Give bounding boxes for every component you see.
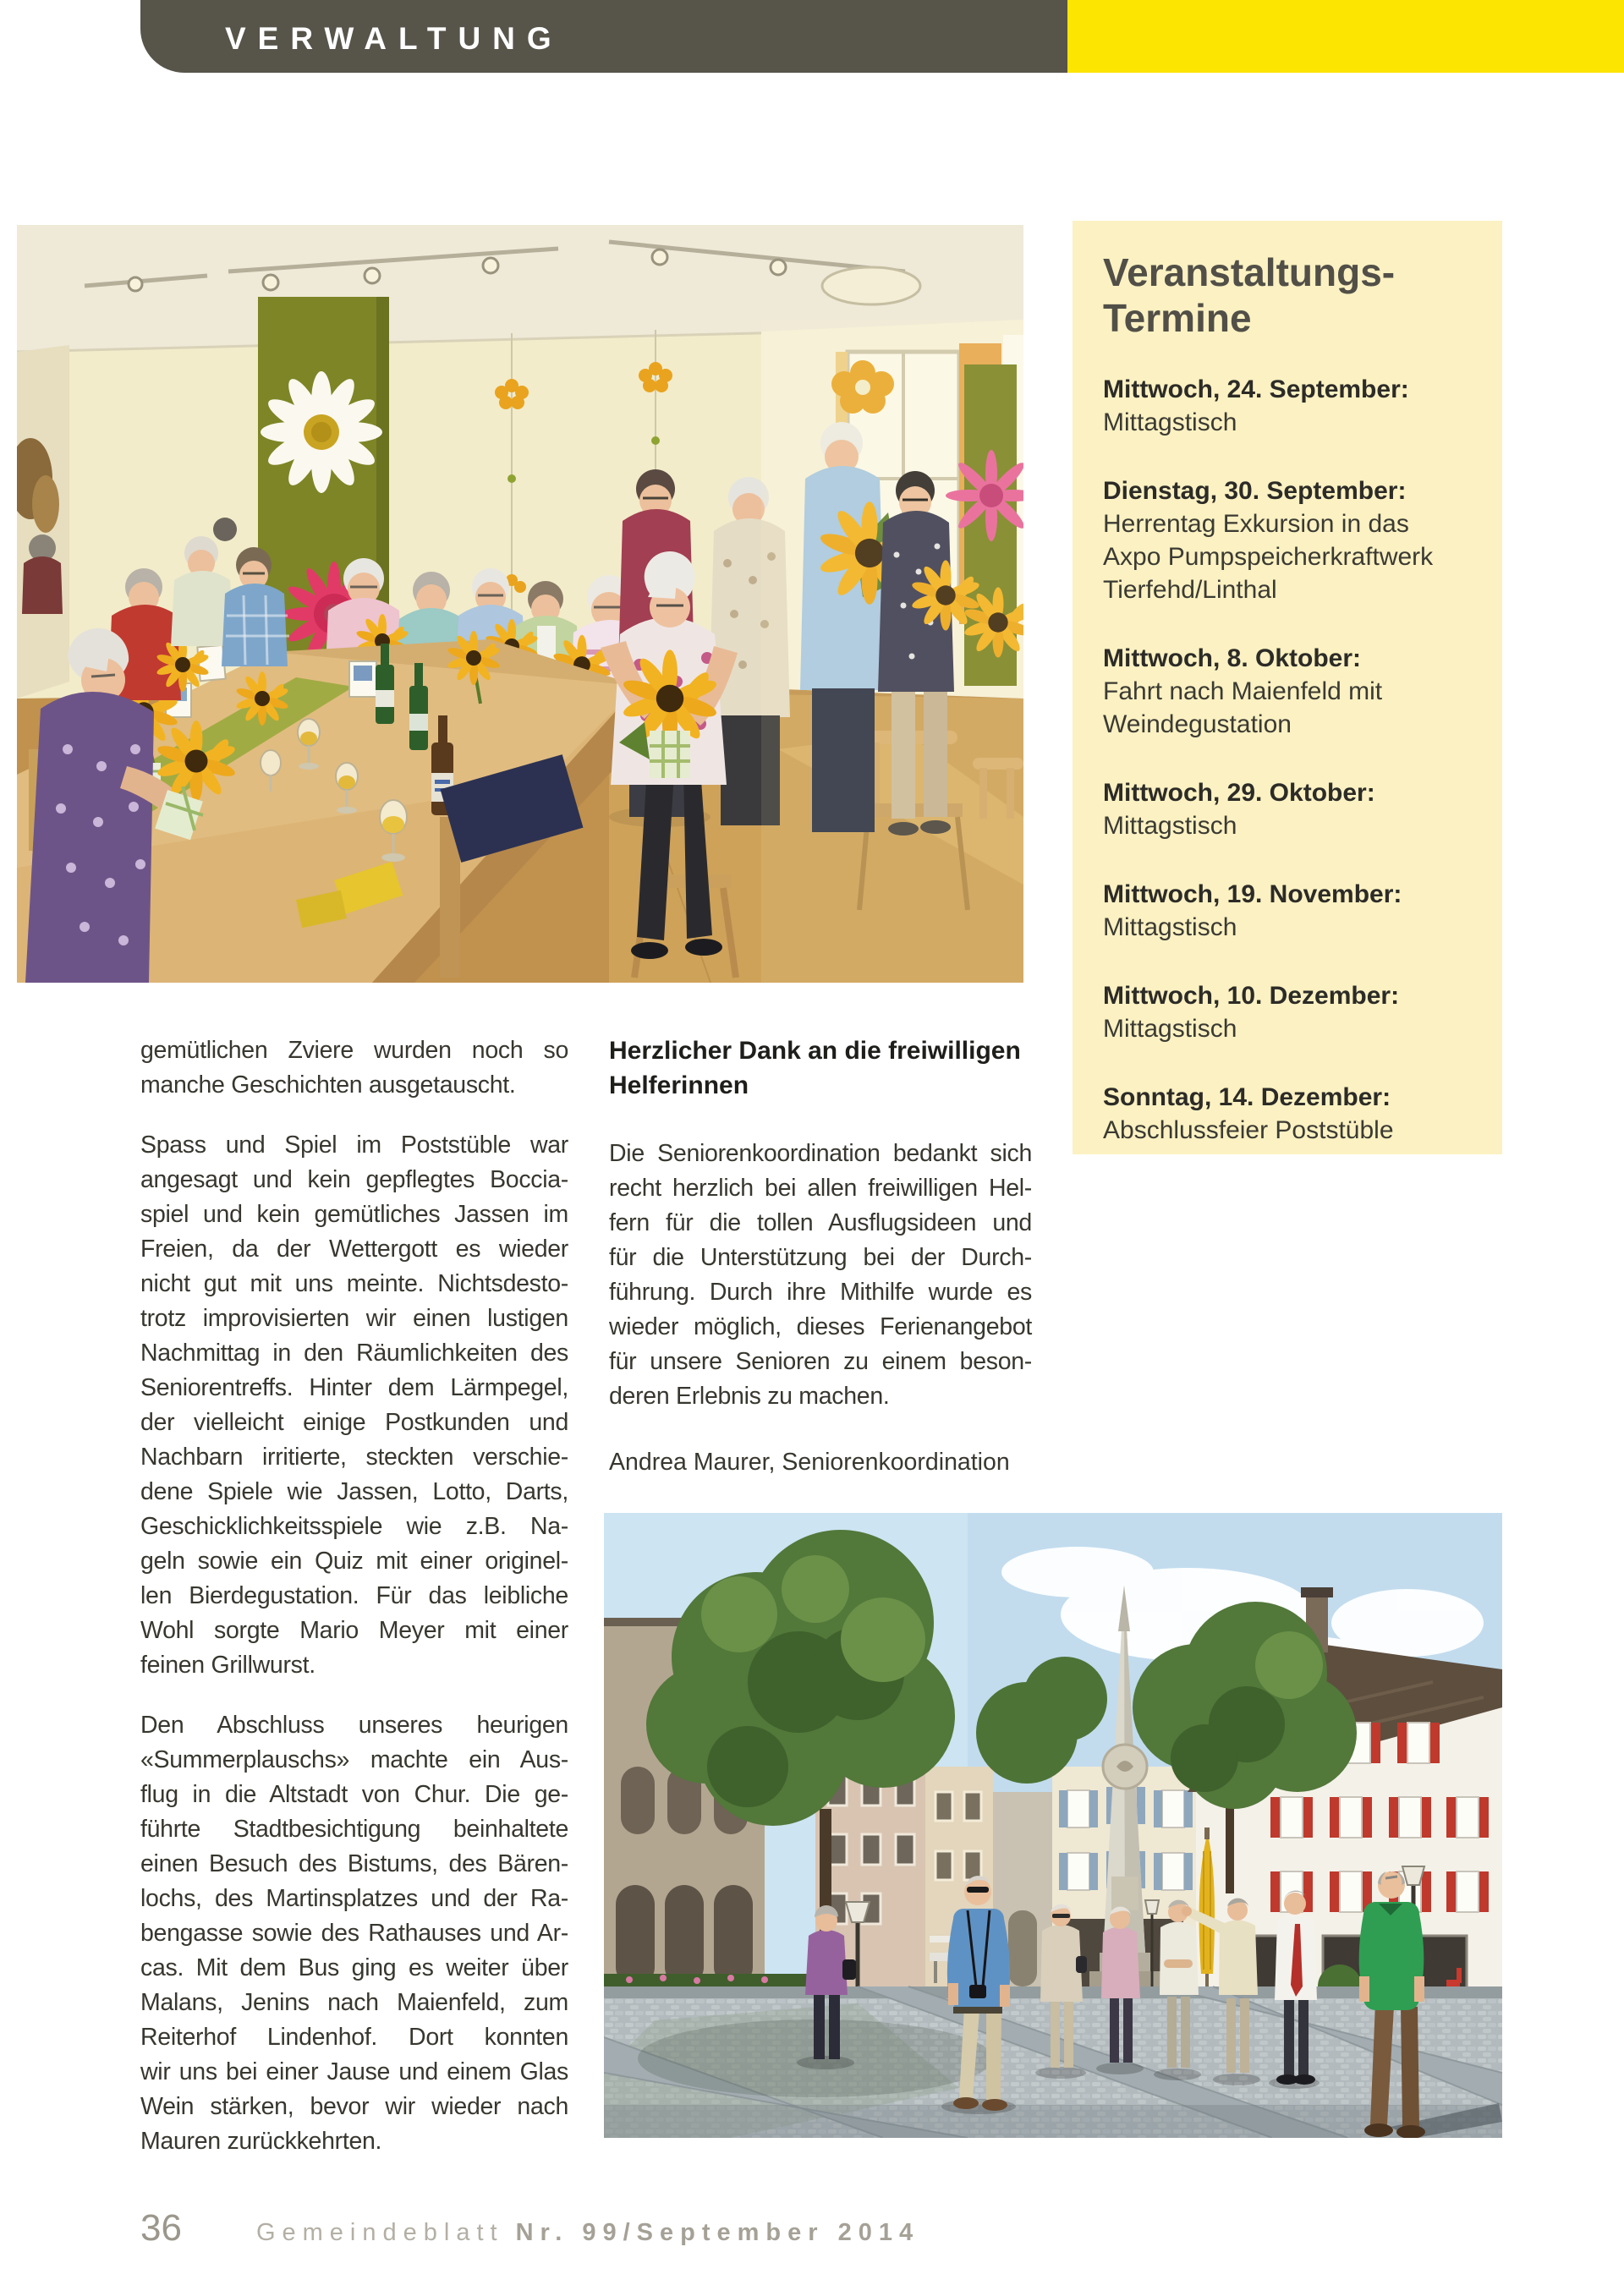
page-number: 36 (140, 2207, 182, 2249)
paragraph: Spass und Spiel im Poststüble war angesagt und kein gepflegtes Boccia- spiel und kein gemütliches Jassen im Freien, da der Wettergott es wieder nicht gut mit uns meinte. Nichtsdesto- trotz improvisierten wir einen lustigen Nachmittag in den Räumlichkeiten des Seniorentreffs. Hinter dem Lärmpegel, der vielleicht einige Postkunden und Nachbarn irritierte, steckten verschie- dene Spiele wie Jassen, Lotto, Darts, Geschicklichkeitsspiele wie z.B. Na- geln sowie ein Quiz mit einer originel- len Bierdegustation. Für das leibliche Wohl sorgte Mario Meyer mit einer feinen Grillwurst. (140, 1132, 568, 1679)
event-date: Mittwoch, 8. Oktober: (1103, 644, 1362, 672)
sidebar-title: Veranstaltungs- Termine (1103, 250, 1396, 340)
header-accent-block (1067, 0, 1624, 73)
event-description: Herrentag Exkursion in das Axpo Pumpspeicherkraftwerk Tierfehd/Linthal (1103, 510, 1434, 604)
event-item (1103, 373, 1472, 439)
event-date: Sonntag, 14. Dezember: (1103, 1083, 1391, 1111)
photo-chur-obelisk (604, 1513, 1502, 2138)
events-sidebar (1073, 221, 1502, 1154)
event-description: Mittagstisch (1103, 913, 1237, 941)
section-header-bar (140, 0, 1067, 73)
event-description: Mittagstisch (1103, 812, 1237, 840)
photo-seniors-table-illustration (17, 225, 1023, 983)
article-byline: Andrea Maurer, Seniorenkoordination (609, 1449, 1010, 1476)
section-title: VERWALTUNG (225, 21, 563, 56)
event-description: Mittagstisch (1103, 408, 1237, 436)
photo-seniors-table (17, 225, 1023, 983)
event-description: Mittagstisch (1103, 1015, 1237, 1043)
event-date: Mittwoch, 29. Oktober: (1103, 779, 1375, 807)
article-column-right (609, 1033, 1032, 1480)
event-description: Abschlussfeier Poststüble (1103, 1116, 1394, 1144)
event-date: Mittwoch, 24. September: (1103, 375, 1409, 403)
page-footer (140, 2207, 919, 2249)
event-item (1103, 979, 1472, 1045)
event-date: Mittwoch, 19. November: (1103, 880, 1402, 908)
event-item (1103, 1081, 1472, 1147)
article-column-left (140, 1033, 568, 2184)
paragraph: gemütlichen Zviere wurden noch so manche Geschichten ausgetauscht. (140, 1037, 568, 1099)
footer-issue: Nr. 99/September 2014 (515, 2219, 920, 2246)
event-description: Fahrt nach Maienfeld mit Weindegustation (1103, 677, 1383, 738)
event-item (1103, 642, 1472, 741)
photo-chur-obelisk-illustration (604, 1513, 1502, 2138)
footer-journal-name: Gemeindeblatt (255, 2219, 504, 2246)
event-item (1103, 776, 1472, 842)
event-date: Dienstag, 30. September: (1103, 477, 1407, 505)
article-subheading: Herzlicher Dank an die freiwilligen Helferinnen (609, 1037, 1021, 1099)
event-item (1103, 474, 1472, 606)
event-date: Mittwoch, 10. Dezember: (1103, 982, 1400, 1010)
paragraph: Den Abschluss unseres heurigen «Summerplauschs» machte ein Aus- flug in die Altstadt von Chur. Die ge- führte Stadtbesichtigung beinhaltete einen Besuch des Bistums, des Bären- lochs, des Martinsplatzes und der Ra- bengasse sowie des Rathauses und Ar- cas. Mit dem Bus ging es weiter über Malans, Jenins nach Maienfeld, zum Reiterhof Lindenhof. Dort konnten wir uns bei einer Jause und einem Glas Wein stärken, bevor wir wieder nach Mauren zurückkehrten. (140, 1712, 568, 2155)
event-item (1103, 878, 1472, 944)
paragraph: Die Seniorenkoordination bedankt sich recht herzlich bei allen freiwilligen Hel- fern für die tollen Ausflugsideen und für die Unterstützung bei der Durch- führung. Durch ihre Mithilfe wurde es wieder möglich, dieses Ferienangebot für unsere Senioren zu einem beson- deren Erlebnis zu machen. (609, 1140, 1032, 1410)
